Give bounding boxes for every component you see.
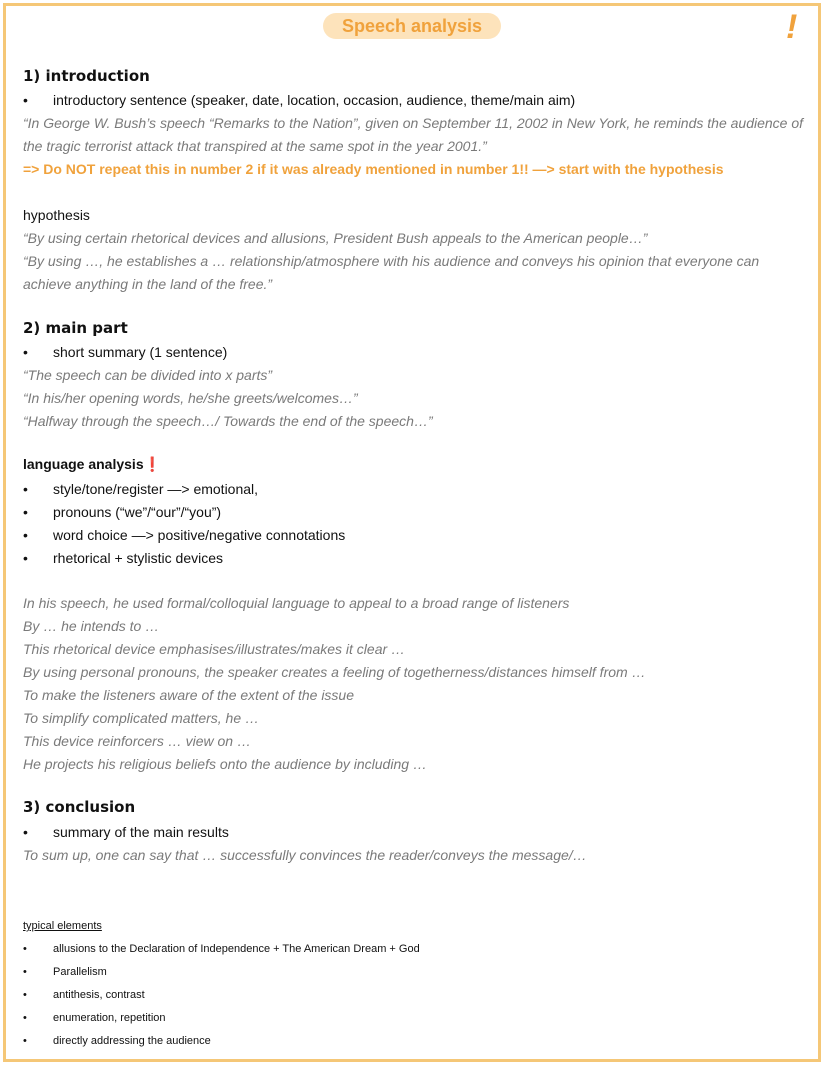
bullet-icon: • xyxy=(23,481,28,497)
language-example: By using personal pronouns, the speaker creates a feeling of togetherness/distances himself from … xyxy=(23,664,646,680)
intro-quote-line-2: the tragic terrorist attack that transpired at the same spot in the year 2001.” xyxy=(23,138,487,154)
bullet-icon: • xyxy=(23,504,28,520)
language-example: By … he intends to … xyxy=(23,618,160,634)
main-bullet-text: short summary (1 sentence) xyxy=(53,344,228,360)
bullet-icon: • xyxy=(23,344,28,360)
typical-item-text: directly addressing the audience xyxy=(53,1035,211,1047)
language-analysis-label xyxy=(23,456,161,473)
language-bullet-text: style/tone/register —> emotional, xyxy=(53,481,259,497)
page-title: Speech analysis xyxy=(323,13,501,39)
bullet-icon: • xyxy=(23,550,28,566)
bullet-icon: • xyxy=(23,824,28,840)
language-example: To make the listeners aware of the extent of the issue xyxy=(23,687,355,703)
main-line-2: “In his/her opening words, he/she greets/welcomes…” xyxy=(23,390,358,406)
typical-item-text: enumeration, repetition xyxy=(53,1012,166,1024)
hypothesis-label: hypothesis xyxy=(23,207,90,223)
conclusion-bullet-text: summary of the main results xyxy=(53,824,229,840)
bullet-icon: • xyxy=(23,966,27,978)
heading-conclusion: 3) conclusion xyxy=(23,798,136,816)
language-example: He projects his religious beliefs onto the audience by including … xyxy=(23,756,427,772)
bullet-icon: • xyxy=(23,527,28,543)
conclusion-line-1: To sum up, one can say that … successfully convinces the reader/conveys the message/… xyxy=(23,847,587,863)
intro-quote-line-1: “In George W. Bush’s speech “Remarks to the Nation”, given on September 11, 2002 in New York, he reminds the audience of xyxy=(23,115,804,131)
language-bullet-text: pronouns (“we”/“our”/“you”) xyxy=(53,504,222,520)
typical-item-text: allusions to the Declaration of Independence + The American Dream + God xyxy=(53,943,420,955)
bullet-icon: • xyxy=(23,92,28,108)
typical-item-text: antithesis, contrast xyxy=(53,989,145,1001)
language-analysis-text: language analysis xyxy=(23,456,144,472)
typical-elements-label: typical elements xyxy=(23,920,102,932)
heading-introduction: 1) introduction xyxy=(23,67,150,85)
main-line-1: “The speech can be divided into x parts” xyxy=(23,367,273,383)
language-example: To simplify complicated matters, he … xyxy=(23,710,260,726)
hypothesis-line-1: “By using certain rhetorical devices and allusions, President Bush appeals to the American people…” xyxy=(23,230,648,246)
language-example: In his speech, he used formal/colloquial language to appeal to a broad range of listeners xyxy=(23,595,570,611)
bullet-icon: • xyxy=(23,989,27,1001)
language-example: This rhetorical device emphasises/illustrates/makes it clear … xyxy=(23,641,406,657)
exclamation-icon: ! xyxy=(786,8,798,46)
bullet-icon: • xyxy=(23,943,27,955)
hypothesis-line-3: achieve anything in the land of the free.” xyxy=(23,276,273,292)
language-bullet-text: rhetorical + stylistic devices xyxy=(53,550,224,566)
alert-icon: ❗ xyxy=(143,456,162,472)
main-line-3: “Halfway through the speech…/ Towards the end of the speech…” xyxy=(23,413,433,429)
typical-item-text: Parallelism xyxy=(53,966,107,978)
intro-bullet-text: introductory sentence (speaker, date, location, occasion, audience, theme/main aim) xyxy=(53,92,576,108)
language-bullet-text: word choice —> positive/negative connotations xyxy=(53,527,346,543)
heading-main-part: 2) main part xyxy=(23,319,128,337)
bullet-icon: • xyxy=(23,1035,27,1047)
bullet-icon: • xyxy=(23,1012,27,1024)
language-example: This device reinforcers … view on … xyxy=(23,733,251,749)
intro-note: => Do NOT repeat this in number 2 if it was already mentioned in number 1!! —> start with the hypothesis xyxy=(23,161,724,177)
hypothesis-line-2: “By using …, he establishes a … relationship/atmosphere with his audience and conveys his opinion that everyone can xyxy=(23,253,760,269)
